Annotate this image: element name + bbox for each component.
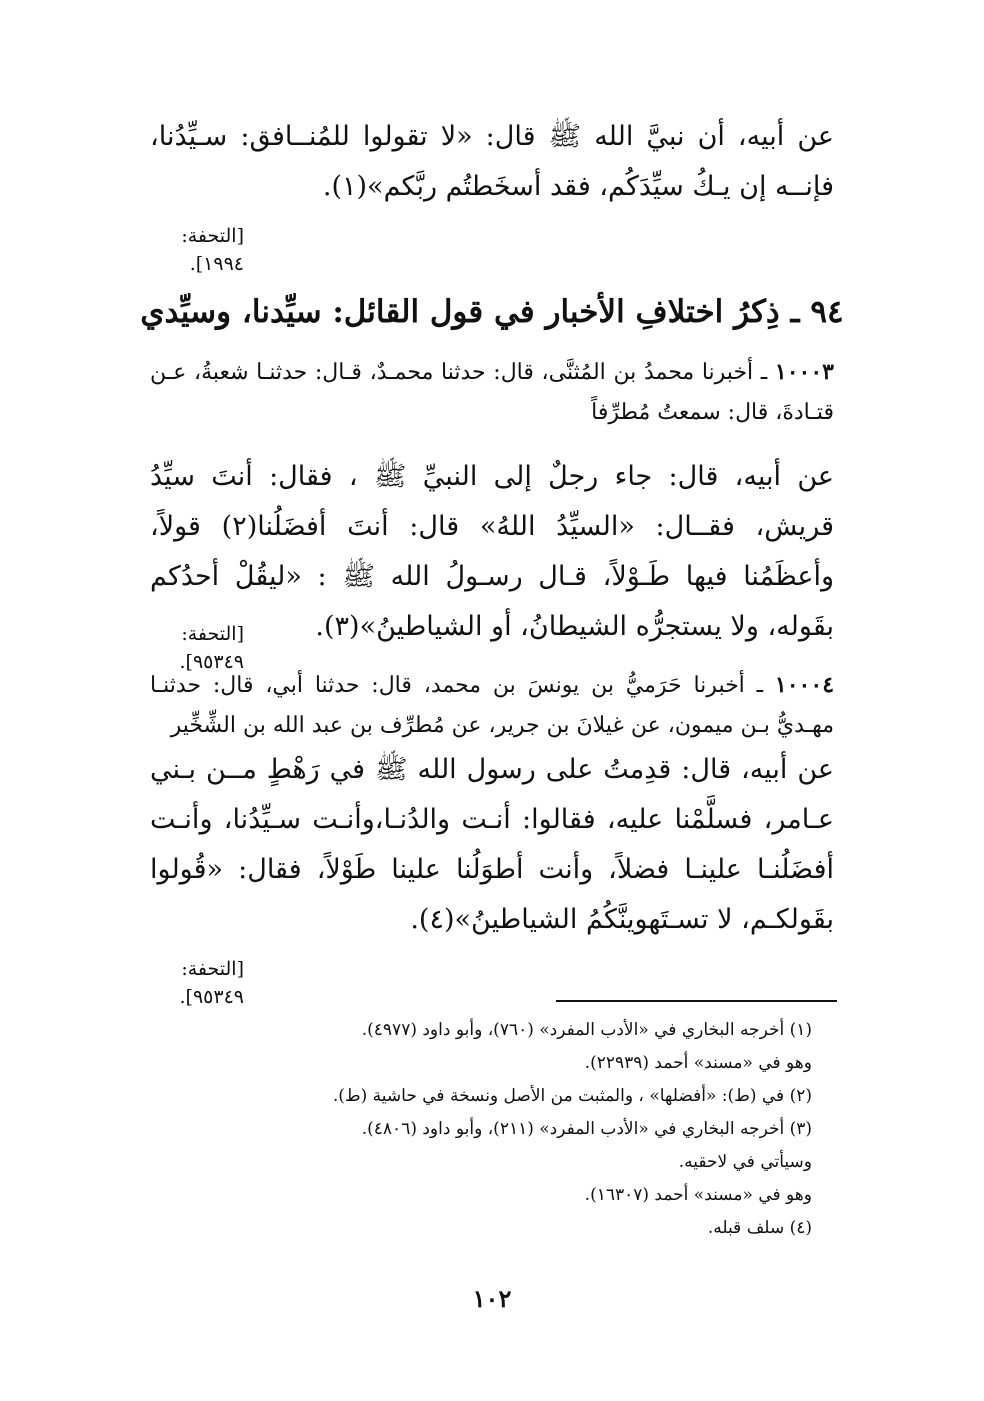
isnad-text: ـ أخبرنا محمدُ بن المُثنَّى، قال: حدثنا محمـدٌ، قـال: حدثنـا شعبةُ، عـن قتـادةَ، قال: سمعتُ مُطرِّفاً bbox=[150, 360, 834, 425]
continuation-paragraph: عن أبيه، أن نبيَّ الله ﷺ قال: «لا تقولوا للمُنــافق: سـيِّدُنا، فإنــه إن يـكُ سيِّدَكُم، فقد أسخَطتُم ربَّكم»(١). bbox=[150, 121, 834, 202]
footnote-line: (٣) أخرجه البخاري في «الأدب المفرد» (٢١١)، وأبو داود (٤٨٠٦). bbox=[361, 1119, 812, 1139]
footnote-line: وهو في «مسند» أحمد (١٦٣٠٧). bbox=[584, 1185, 812, 1205]
hadith-matn: عن أبيه، قال: جاء رجلٌ إلى النبيِّ ﷺ ، فقال: أنتَ سيِّدُ قريش، فقــال: «السيِّدُ اللهُ» قال: أنتَ أفضَلُنا(٢) قولاً، وأعظَمُنا فيها طَـوْلاً، قـال رسـولُ الله ﷺ : «ليقُلْ أحدُكم بقَوله، ولا يستجرُّه الشيطانُ، أو الشياطينُ»(٣). bbox=[150, 461, 834, 642]
page-number: ١٠٢ bbox=[472, 1284, 512, 1313]
footnote-separator bbox=[556, 1000, 837, 1002]
hadith-matn: عن أبيه، قال: قدِمتُ على رسول الله ﷺ في رَهْطٍ مــن بـني عـامر، فسلَّمْنا عليه، فقالوا: أنـت والدُنـا،وأنـت سـيِّدُنا، وأنـت أفضَلُنـا علينـا فضلاً، وأنت أطوَلُنا علينا طَوْلاً، فقال: «قُولوا بقَولكـم، لا تسـتَهوينَّكُمُ الشياطينُ»(٤). bbox=[150, 754, 834, 935]
tuhfa-reference: [التحفة: ١٩٩٤]. bbox=[181, 225, 244, 275]
tuhfa-reference: [التحفة: ٩٥٣٤٩]. bbox=[179, 623, 244, 673]
hadith-isnad bbox=[150, 352, 834, 433]
footnote-line: (١) أخرجه البخاري في «الأدب المفرد» (٧٦٠)، وأبو داود (٤٩٧٧). bbox=[361, 1020, 812, 1040]
hadith-number: ١٠٠٠٤ bbox=[774, 672, 835, 698]
isnad-text: ـ أخبرنا حَرَميُّ بن يونسَ بن محمد، قال: حدثنا أبي، قال: حدثنـا مهـديُّ بـن ميمون، عن غيلانَ بن جرير، عن مُطرِّف بن عبد الله بن الشِّخِّير bbox=[150, 673, 834, 738]
hadith-isnad bbox=[150, 665, 834, 746]
hadith-number: ١٠٠٠٣ bbox=[774, 359, 834, 385]
footnote-line: وسيأتي في لاحقيه. bbox=[678, 1152, 812, 1172]
footnotes bbox=[192, 1014, 812, 1245]
tuhfa-reference: [التحفة: ٩٥٣٤٩]. bbox=[179, 958, 244, 1008]
section-heading: ٩٤ ـ ذِكرُ اختلافِ الأخبار في قول القائل: سيِّدنا، وسيِّدي bbox=[140, 294, 844, 330]
footnote-line: (٢) في (ط): «أفضلها» ، والمثبت من الأصل ونسخة في حاشية (ط). bbox=[332, 1086, 812, 1106]
footnote-line: (٤) سلف قبله. bbox=[707, 1218, 812, 1238]
footnote-line: وهو في «مسند» أحمد (٢٢٩٣٩). bbox=[584, 1053, 812, 1073]
